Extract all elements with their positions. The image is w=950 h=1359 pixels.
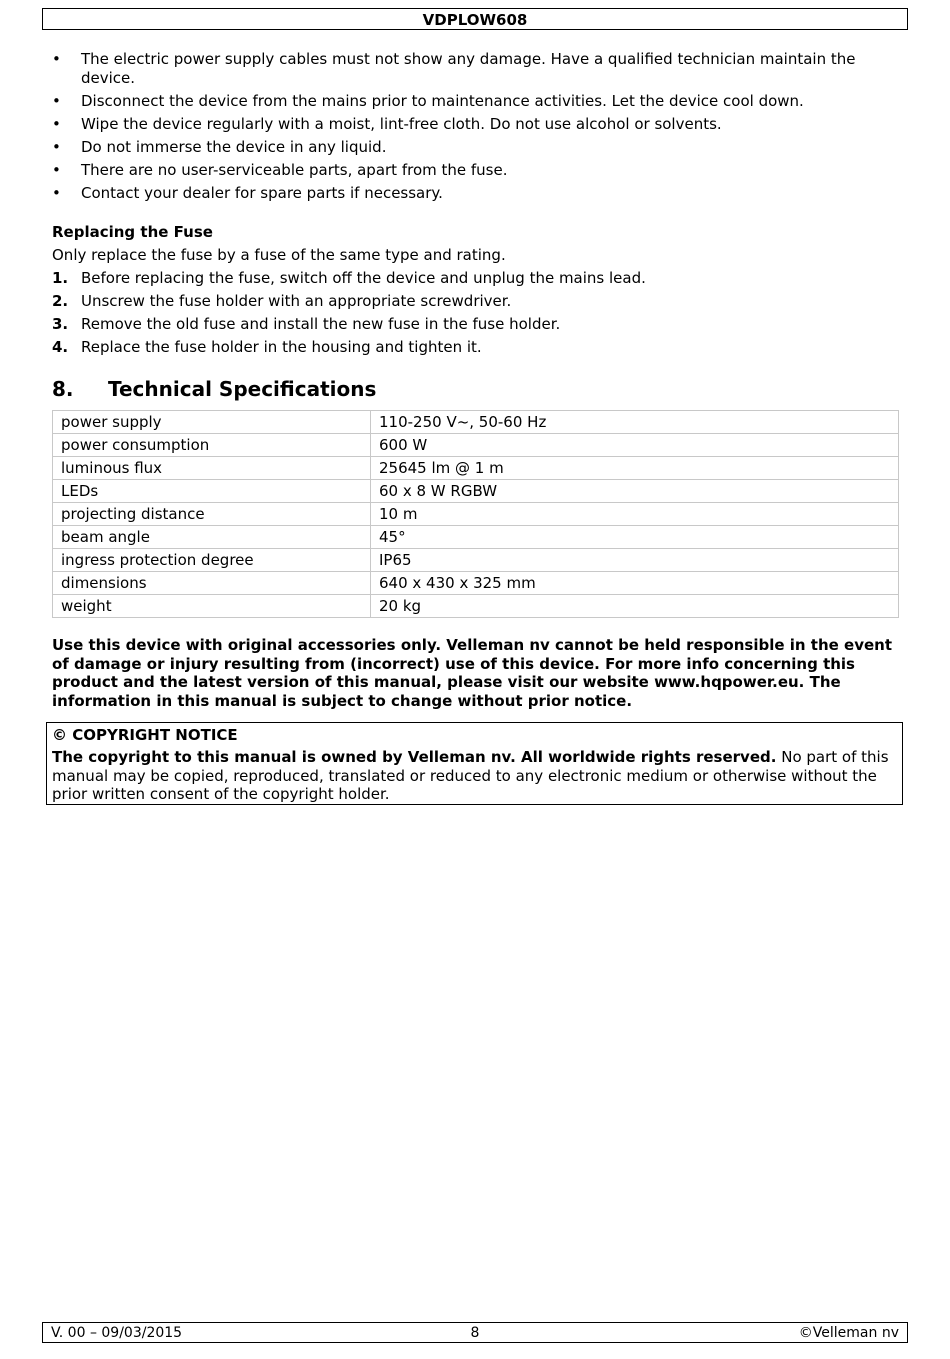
list-item	[52, 161, 902, 180]
copyright-bold-text: The copyright to this manual is owned by Velleman nv. All worldwide rights reserved.	[52, 748, 777, 766]
usage-notice: Use this device with original accessories only. Velleman nv cannot be held responsible in the event of damage or injury resulting from (incorrect) use of this device. For more info concerning this product and the latest version of this manual, please visit our website www.hqpower.eu. The information in this manual is subject to change without prior notice.	[52, 636, 892, 710]
list-item-text: Do not immerse the device in any liquid.	[81, 137, 387, 156]
step-text: Unscrew the fuse holder with an appropriate screwdriver.	[81, 292, 512, 310]
table-row	[53, 549, 899, 572]
table-row	[53, 480, 899, 503]
copyright-text: No part of this manual may be copied, reproduced, translated or reduced to any electronic medium or otherwise without the prior written consent of the copyright holder.	[52, 748, 889, 803]
footer-owner: ©Velleman nv	[798, 1325, 899, 1341]
list-item	[52, 138, 902, 157]
spec-key: weight	[53, 595, 371, 618]
step-text: Replace the fuse holder in the housing and tighten it.	[81, 338, 482, 356]
maintenance-list	[52, 50, 902, 207]
footer-page-number: 8	[470, 1325, 480, 1341]
step-text: Before replacing the fuse, switch off the device and unplug the mains lead.	[81, 269, 646, 287]
spec-value: 640 x 430 x 325 mm	[371, 572, 899, 595]
step-text: Remove the old fuse and install the new fuse in the fuse holder.	[81, 315, 561, 333]
list-item-text: Contact your dealer for spare parts if necessary.	[81, 183, 443, 202]
bullet-icon: •	[52, 91, 61, 110]
step-number: 2.	[52, 292, 69, 310]
list-item	[52, 184, 902, 203]
spec-value: 110-250 V~, 50-60 Hz	[371, 411, 899, 434]
fuse-heading: Replacing the Fuse	[52, 223, 213, 241]
section-number: 8.	[52, 377, 74, 401]
table-row	[53, 503, 899, 526]
spec-key: power supply	[53, 411, 371, 434]
spec-value: 45°	[371, 526, 899, 549]
bullet-icon: •	[52, 114, 61, 133]
spec-value: IP65	[371, 549, 899, 572]
spec-key: dimensions	[53, 572, 371, 595]
spec-key: beam angle	[53, 526, 371, 549]
spec-value: 10 m	[371, 503, 899, 526]
section-title	[52, 376, 376, 402]
page-header	[42, 8, 908, 30]
table-row	[53, 411, 899, 434]
header-title: VDPLOW608	[422, 11, 528, 29]
spec-key: luminous flux	[53, 457, 371, 480]
copyright-title: © COPYRIGHT NOTICE	[52, 726, 238, 744]
bullet-icon: •	[52, 183, 61, 202]
step-number: 3.	[52, 315, 69, 333]
copyright-body	[52, 748, 897, 804]
page-footer	[42, 1322, 908, 1343]
fuse-intro: Only replace the fuse by a fuse of the same type and rating.	[52, 246, 506, 264]
spec-value: 20 kg	[371, 595, 899, 618]
step-item	[52, 337, 902, 357]
copyright-box	[46, 722, 903, 805]
list-item-text: Wipe the device regularly with a moist, lint-free cloth. Do not use alcohol or solvents.	[81, 114, 722, 133]
table-row	[53, 457, 899, 480]
step-item	[52, 291, 902, 311]
list-item-text: Disconnect the device from the mains prior to maintenance activities. Let the device cool down.	[81, 91, 804, 110]
table-row	[53, 572, 899, 595]
step-number: 1.	[52, 269, 69, 287]
list-item	[52, 115, 902, 134]
spec-key: LEDs	[53, 480, 371, 503]
list-item	[52, 50, 902, 87]
table-row	[53, 526, 899, 549]
bullet-icon: •	[52, 137, 61, 156]
bullet-icon: •	[52, 50, 61, 68]
spec-value: 60 x 8 W RGBW	[371, 480, 899, 503]
spec-key: projecting distance	[53, 503, 371, 526]
step-number: 4.	[52, 338, 69, 356]
list-item	[52, 92, 902, 111]
spec-key: power consumption	[53, 434, 371, 457]
footer-version: V. 00 – 09/03/2015	[51, 1325, 183, 1341]
list-item-text: The electric power supply cables must not show any damage. Have a qualified technician maintain the device.	[81, 50, 856, 87]
step-item	[52, 268, 902, 288]
fuse-steps	[52, 268, 902, 360]
spec-key: ingress protection degree	[53, 549, 371, 572]
spec-value: 25645 lm @ 1 m	[371, 457, 899, 480]
specs-table	[52, 410, 899, 618]
step-item	[52, 314, 902, 334]
list-item-text: There are no user-serviceable parts, apart from the fuse.	[81, 160, 508, 179]
section-title-text: Technical Specifications	[108, 377, 377, 401]
table-row	[53, 595, 899, 618]
bullet-icon: •	[52, 160, 61, 179]
table-row	[53, 434, 899, 457]
spec-value: 600 W	[371, 434, 899, 457]
